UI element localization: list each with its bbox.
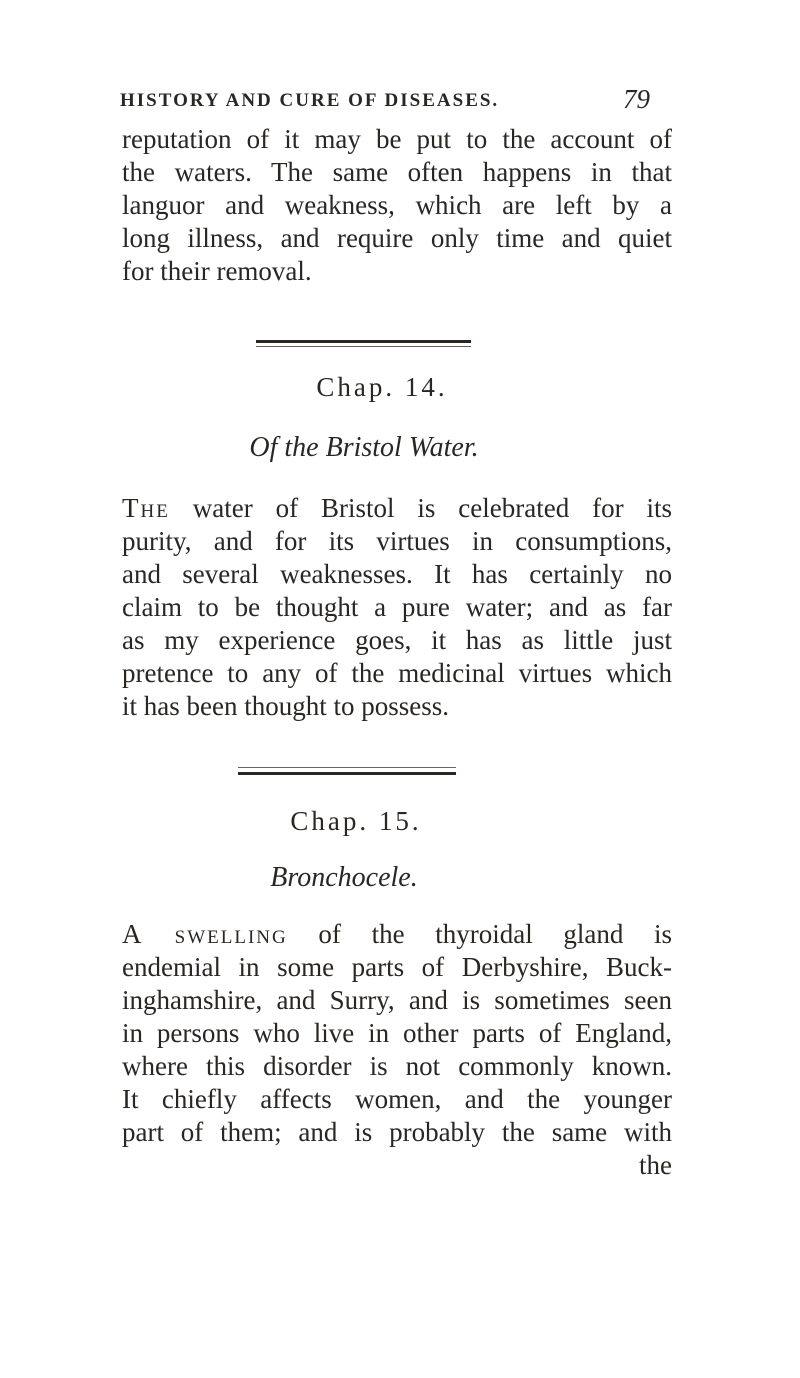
opening-word: A swelling	[122, 919, 288, 949]
chapter-15-paragraph	[122, 918, 672, 1182]
chapter-15-heading: Chap. 15.	[290, 806, 422, 836]
section-divider-thin	[238, 767, 456, 768]
text-line: the waters. The same often happens in that	[122, 157, 672, 187]
text-line: part of them; and is probably the same with	[122, 1117, 672, 1147]
text-line: as my experience goes, it has as little just	[122, 625, 672, 655]
text-line: in persons who live in other parts of England,	[122, 1018, 672, 1048]
text-line: claim to be thought a pure water; and as far	[122, 592, 672, 622]
text-line	[122, 492, 672, 525]
section-divider	[256, 340, 471, 343]
opening-word: The	[122, 493, 170, 523]
text-line	[122, 918, 672, 951]
text-line: for their removal.	[122, 256, 312, 286]
text-line: where this disorder is not commonly known.	[122, 1051, 672, 1081]
chapter-14-title: Of the Bristol Water.	[249, 432, 479, 463]
chapter-14-paragraph	[122, 492, 672, 723]
chapter-14-heading: Chap. 14.	[316, 372, 448, 402]
text-line: pretence to any of the medicinal virtues which	[122, 658, 672, 688]
text-line: languor and weakness, which are left by a	[122, 190, 672, 220]
text-line: it has been thought to possess.	[122, 691, 449, 721]
section-divider	[238, 772, 456, 775]
chapter-15-title: Bronchocele.	[270, 862, 418, 893]
text-line: purity, and for its virtues in consumptions,	[122, 526, 672, 556]
line-text: of the thyroidal gland is	[287, 919, 672, 949]
section-divider-thin	[256, 346, 471, 347]
continuation-paragraph	[122, 123, 672, 288]
catchword: the	[639, 1150, 672, 1180]
running-head	[120, 84, 650, 120]
text-line: endemial in some parts of Derbyshire, Buck-	[122, 952, 672, 982]
running-title: HISTORY AND CURE OF DISEASES.	[120, 90, 500, 111]
text-line: It chiefly affects women, and the younger	[122, 1084, 672, 1114]
text-line: long illness, and require only time and quiet	[122, 223, 672, 253]
page-number: 79	[623, 84, 650, 114]
text-line: inghamshire, and Surry, and is sometimes seen	[122, 985, 672, 1015]
text-line: and several weaknesses. It has certainly no	[122, 559, 672, 589]
line-text: water of Bristol is celebrated for its	[169, 493, 672, 523]
text-line: reputation of it may be put to the account of	[122, 124, 672, 154]
